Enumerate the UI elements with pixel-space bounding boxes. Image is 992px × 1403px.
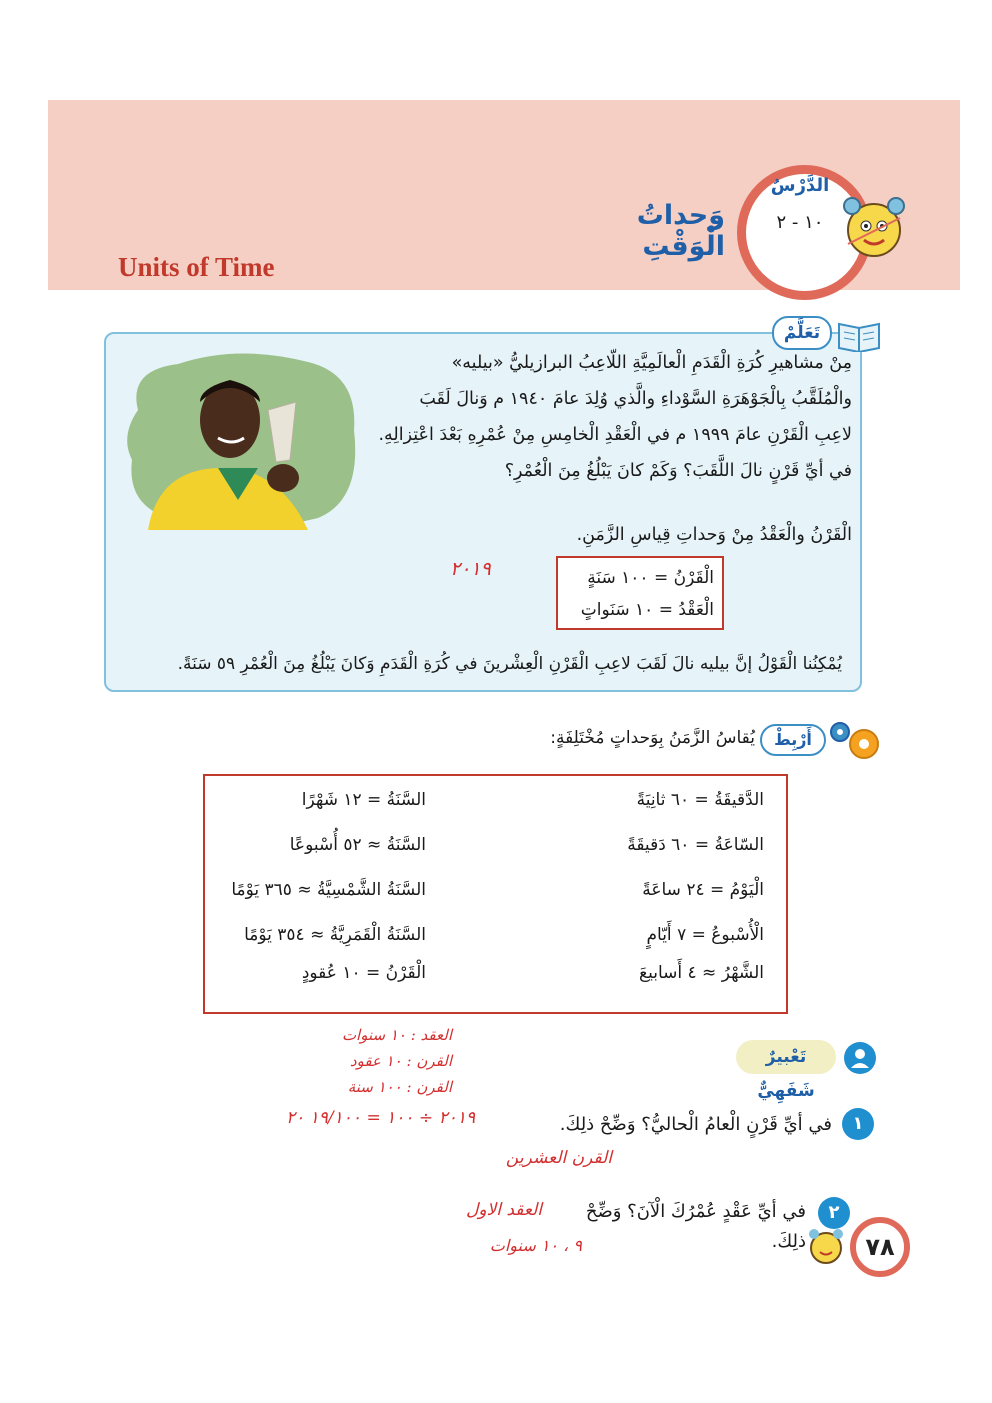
player-photo [118,350,363,530]
unit-minute: الدَّقيقَةُ = ٦٠ ثانِيَةً [636,790,764,810]
unit-month: الشَّهْرُ ≈ ٤ أَسابيعَ [639,963,764,983]
learn-line: لاعِبِ الْقَرْنِ عامَ ١٩٩٩ م في الْعَقْدِ الْخامِسِ مِنْ عُمْرِهِ بَعْدَ اعْتِزالِهِ. [378,425,852,445]
question-1-number: ١ [842,1108,874,1140]
question-2-answer: العقد الاول [465,1200,542,1220]
unit-day: الْيَوْمُ = ٢٤ ساعَةً [642,880,764,900]
lesson-title-ar: وَحداتُ الْوَقْتِ [636,200,725,262]
question-1-text: في أيِّ قَرْنٍ الْعامُ الْحاليُّ؟ وَضِّحْ ذلِكَ. [559,1114,832,1135]
lesson-title-en: Units of Time [118,252,275,282]
learn-intro: الْقَرْنُ والْعَقْدُ مِنْ وَحداتِ قِياسِ الزَّمَنِ. [576,525,852,545]
lesson-label: الدَّرْسُ [770,175,830,196]
learn-paragraph [332,345,852,489]
unit-year-weeks: السَّنَةُ ≈ ٥٢ أُسْبوعًا [289,835,426,855]
connect-badge: أَرْبِطْ [760,724,826,756]
learn-question: في أيِّ قَرْنٍ نالَ اللَّقَبَ؟ وَكَمْ كانَ يَبْلُغُ مِنَ الْعُمْرِ؟ [504,461,852,481]
clock-mascot-small-icon [806,1224,846,1268]
unit-year-months: السَّنَةُ = ١٢ شَهْرًا [301,790,426,810]
connect-text: يُقاسُ الزَّمَنُ بِوَحداتٍ مُخْتَلِفَةٍ: [550,728,755,748]
unit-century: الْقَرْنُ = ١٠ عُقودٍ [301,963,426,983]
units-column-left [216,790,426,983]
question-2-number: ٢ [818,1197,850,1229]
definition-century: الْقَرْنُ = ١٠٠ سَنَةٍ [587,568,714,588]
handwritten-note: القرن : ١٠ عقود [349,1052,452,1070]
handwritten-notes [192,1022,452,1100]
question-1-work: ٢٠١٩ ÷ ١٠٠ = ١٩/١٠٠ ٢٠ [286,1108,476,1128]
gears-icon [826,716,886,766]
unit-lunar-year: السَّنَةُ الْقَمَرِيَّةُ ≈ ٣٥٤ يَوْمًا [244,925,426,945]
unit-hour: السّاعَةُ = ٦٠ دَقيقَةً [627,835,764,855]
definition-decade: الْعَقْدُ = ١٠ سَنَواتٍ [580,600,714,620]
lesson-number: ١٠ - ٢ [776,212,824,233]
handwritten-note: العقد : ١٠ سنوات [341,1026,452,1044]
definition-box [556,556,724,630]
question-2-text: في أيِّ عَقْدٍ عُمْرُكَ الْآنَ؟ وَضِّحْ ذلِكَ. [585,1201,806,1252]
learn-line: مِنْ مشاهيرِ كُرَةِ الْقَدَمِ الْعالَمِيَّةِ اللّاعِبُ البرازيليُّ «بيليه» [451,353,852,373]
handwritten-year: ٢٠١٩ [450,558,491,580]
learn-line: والْمُلَقَّبُ بِالْجَوْهَرَةِ السَّوْداءِ والَّذي وُلِدَ عامَ ١٩٤٠ م وَنالَ لَقَبَ [419,389,852,409]
oral-badge: تَعْبيرٌ شَفَهِيٌّ [736,1040,836,1074]
question-2-work: ٩ ، ١٠ سنوات [489,1236,582,1255]
units-column-right [534,790,764,983]
clock-mascot-icon [838,190,910,262]
speaker-icon [842,1040,878,1076]
page-number: ٧٨ [850,1217,910,1277]
question-1-answer: القرن العشرين [505,1148,612,1168]
learn-badge: تَعَلَّمْ [772,316,832,350]
unit-week: الْأُسْبوعُ = ٧ أَيّامٍ [646,925,764,945]
learn-conclusion: يُمْكِنُنا الْقَوْلُ إنَّ بيليه نالَ لَقَبَ لاعِبِ الْقَرْنِ الْعِشْرينَ في كُرَةِ الْقَدَمِ وَكانَ يَبْلُغُ مِنَ الْعُمْرِ ٥٩ سَنَةً. [177,654,842,674]
handwritten-note: القرن : ١٠٠ سنة [347,1078,452,1096]
unit-solar-year: السَّنَةُ الشَّمْسِيَّةُ ≈ ٣٦٥ يَوْمًا [231,880,426,900]
